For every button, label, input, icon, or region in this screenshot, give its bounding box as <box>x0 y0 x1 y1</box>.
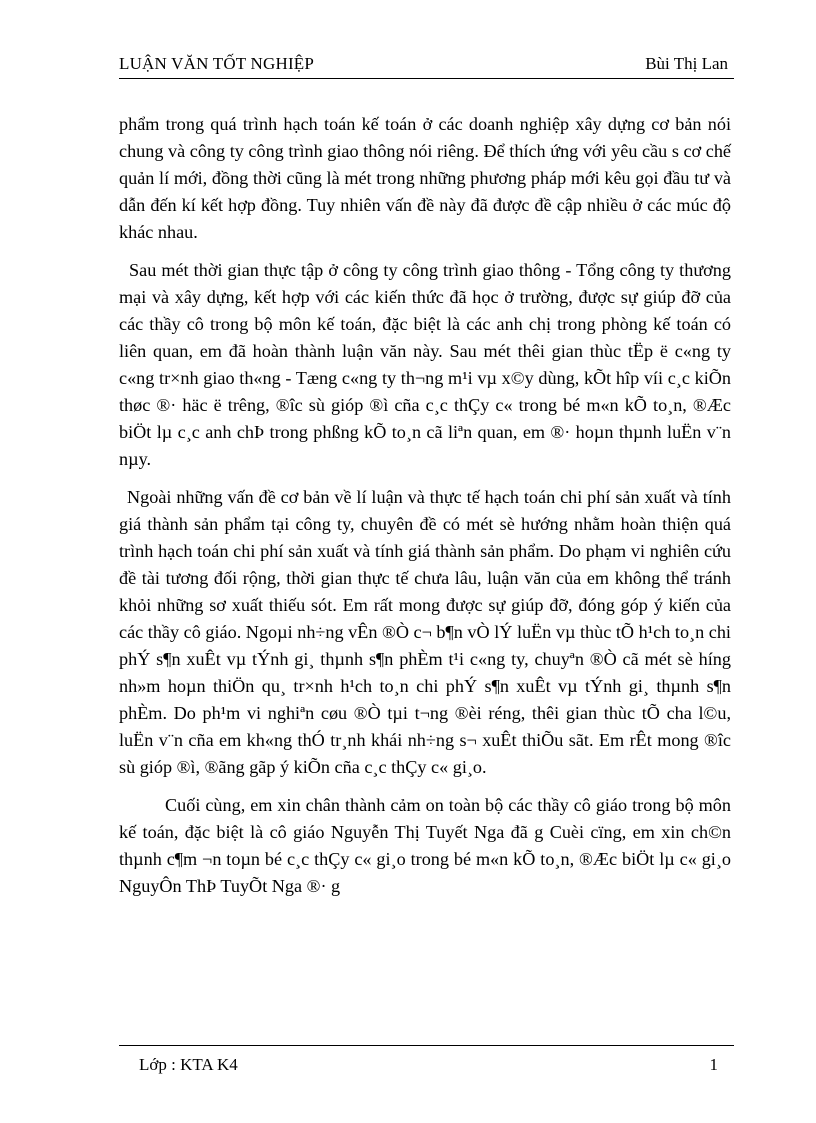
body-paragraph: Cuối cùng, em xin chân thành cảm on toàn bộ các thầy cô giáo trong bộ môn kế toán, đặc biệt là cô giáo Nguyễn Thị Tuyết Nga đã g Cuèi cïng, em xin ch©n thµnh c¶m ¬n toµn bé c¸c thÇy c« gi¸o trong bé m«n kÕ to¸n, ®Æc biÖt lµ c« gi¸o NguyÔn ThÞ TuyÕt Nga ®· g <box>119 795 731 896</box>
page-header <box>119 52 734 79</box>
body-paragraph: Ngoài những vấn đề cơ bản về lí luận và thực tế hạch toán chi phí sản xuất và tính giá thành sản phẩm tại công ty, chuyên đề có mét sè hướng nhằm hoàn thiện quá trình hạch toán chi phí sản xuất và tính giá thành sản phẩm. Do phạm vi nghiên cứu đề tài tương đối rộng, thời gian thực tế chưa lâu, luận văn của em không thể tránh khỏi những sơ xuất thiếu sót. Em rất mong được sự giúp đỡ, đóng góp ý kiến của các thầy cô giáo. Ngoµi nh÷ng vÊn ®Ò c¬ b¶n vÒ lÝ luËn vµ thùc tÕ h¹ch to¸n chi phÝ s¶n xuÊt vµ tÝnh gi¸ thµnh s¶n phÈm t¹i c«ng ty, chuyªn ®Ò cã mét sè híng nh»m hoµn thiÖn qu¸ tr×nh h¹ch to¸n chi phÝ s¶n xuÊt vµ tÝnh gi¸ thµnh s¶n phÈm. Do ph¹m vi nghiªn cøu ®Ò tµi t¬ng ®èi réng, thêi gian thùc tÕ cha l©u, luËn v¨n cña em kh«ng thÓ tr¸nh khái nh÷ng s¬ xuÊt thiÕu sãt. Em rÊt mong ®îc sù gióp ®ì, ®ãng gãp ý kiÕn cña c¸c thÇy c« gi¸o. <box>119 487 731 777</box>
body-paragraph: Sau mét thời gian thực tập ở công ty công trình giao thông - Tổng công ty thương mại và xây dựng, kết hợp với các kiến thức đã học ở trường, được sự giúp đỡ của các thầy cô trong bộ môn kế toán, đặc biệt là các anh chị trong phòng kế toán có liên quan, em đã hoàn thành luận văn này. Sau mét thêi gian thùc tËp ë c«ng ty c«ng tr×nh giao th«ng - Tæng c«ng ty th¬ng m¹i vµ x©y dùng, kÕt hîp víi c¸c kiÕn thøc ®· häc ë trêng, ®îc sù gióp ®ì cña c¸c thÇy c« trong bé m«n kÕ to¸n, ®Æc biÖt lµ c¸c anh chÞ trong phßng kÕ to¸n cã liªn quan, em ®· hoµn thµnh luËn v¨n nµy. <box>119 260 731 469</box>
document-title: LUẬN VĂN TỐT NGHIỆP <box>119 54 315 73</box>
class-label: Lớp : KTA K4 <box>139 1055 238 1074</box>
body-paragraph: phẩm trong quá trình hạch toán kế toán ở các doanh nghiệp xây dựng cơ bản nói chung và công ty công trình giao thông nói riêng. Để thích ứng với yêu cầu s cơ chế quản lí mới, đồng thời cũng là mét trong những phương pháp mới kêu gọi đầu tư và dẫn đến kí kết hợp đồng. Tuy nhiên vấn đề này đã được đề cập nhiều ở các múc độ khác nhau. <box>119 114 731 242</box>
author-name: Bùi Thị Lan <box>645 54 728 73</box>
page-footer <box>119 1045 734 1076</box>
page-number: 1 <box>709 1055 718 1074</box>
document-body <box>119 111 731 900</box>
